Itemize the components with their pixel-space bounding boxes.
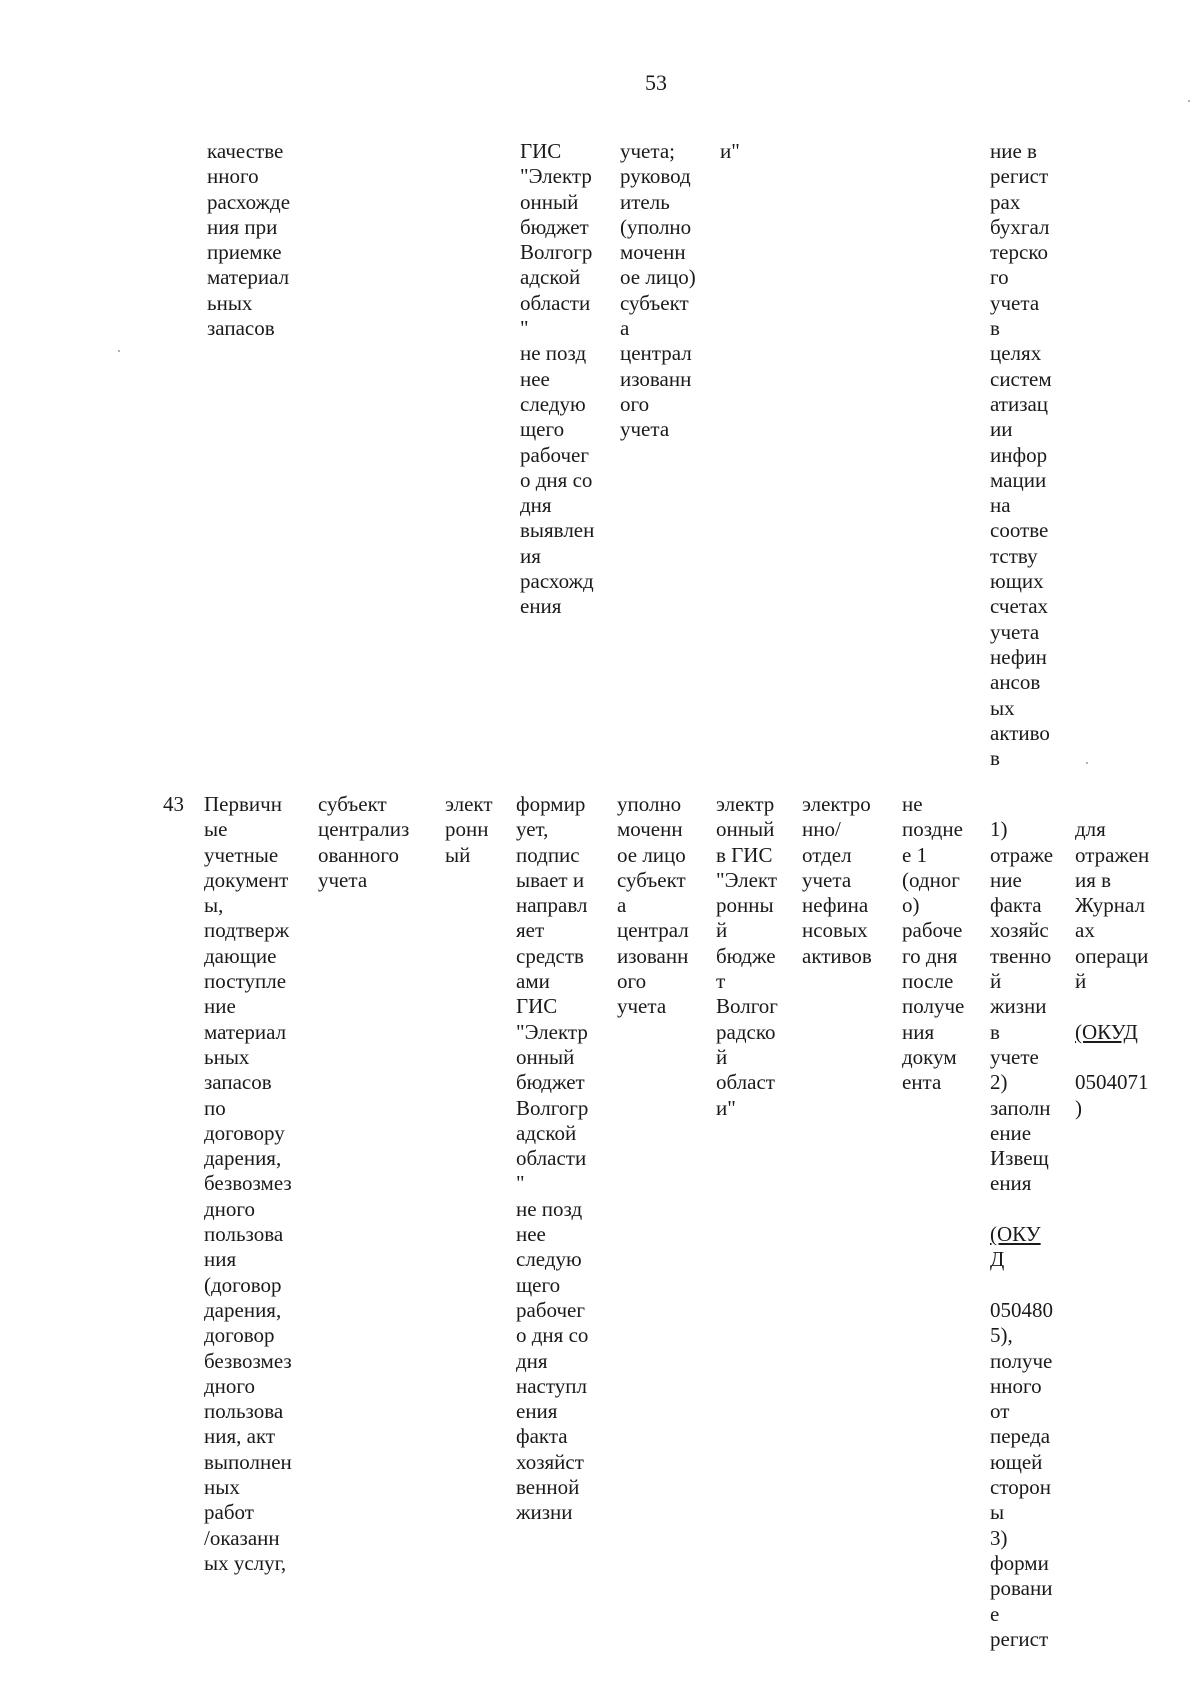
cell-row-cont-col-6: учета; руковод итель (уполно моченн ое лицо) субъект а централ изованн ого учета xyxy=(620,139,696,442)
cell-row-43-actions: формир ует, подпис ывает и направл яет средств ами ГИС "Электр онный бюджет Волгогр адской области " не позд нее следую щего рабочег о дня со дня наступл ения факта хозяйст венной жизни xyxy=(516,792,589,1525)
cell-row-cont-col-10: ние в регист рах бухгал терско го учета в целях систем атизац ии инфор мации на соотве тству ющих счетах учета нефин ансов ых активо в xyxy=(990,139,1052,771)
cell-row-43-operations-part-a: 1) отраже ние факта хозяйс твенно й жизни в учете 2) заполн ение Извещ ения xyxy=(990,817,1054,1196)
cell-row-43-signer: уполно моченн ое лицо субъект а централ изованн ого учета xyxy=(617,792,689,1019)
okud-link-0504805: (ОКУ Д xyxy=(990,1222,1041,1272)
cell-row-43-operations xyxy=(990,792,1053,1677)
cell-row-43-document-type: Первичн ые учетные документ ы, подтверж дающие поступле ние материал ьных запасов по договору дарения, безвозмез дного пользова ния (договор дарения, договор безвозмез дного пользова ния, акт выполнен ных работ /оказанн ых услуг, xyxy=(204,792,292,1575)
cell-row-43-responsible: субъект централиз ованного учета xyxy=(318,792,410,892)
cell-row-cont-col-7: и" xyxy=(720,139,740,163)
row-number-43: 43 xyxy=(163,792,184,816)
okud-link-0504071: (ОКУД xyxy=(1075,1019,1138,1044)
cell-row-43-register xyxy=(1075,792,1149,1146)
scan-speck xyxy=(118,350,120,352)
cell-row-43-register-part-a: для отражен ия в Журнал ах операци й xyxy=(1075,817,1150,994)
cell-row-43-recipient: электро нно/ отдел учета нефина нсовых активов xyxy=(802,792,872,968)
cell-row-43-operations-part-b: 050480 5), получе нного от переда ющей сторон ы 3) форми ровани е регист xyxy=(990,1297,1053,1651)
cell-row-43-register-part-b: 0504071 ) xyxy=(1075,1070,1149,1120)
scan-speck xyxy=(1086,762,1088,764)
cell-row-cont-col-5: ГИС "Электр онный бюджет Волгогр адской области " не позд нее следую щего рабочег о дня со дня выявлен ия расхожд ения xyxy=(520,139,595,619)
cell-row-cont-col-2: качестве нного расхожде ния при приемке материал ьных запасов xyxy=(207,139,291,341)
cell-row-43-deadline: не поздне е 1 (одног о) рабоче го дня после получе ния докум ента xyxy=(902,792,965,1095)
cell-row-43-transfer: электр онный в ГИС "Элект ронны й бюдже т Волгог радско й област и" xyxy=(716,792,778,1120)
page-number: 53 xyxy=(645,70,667,95)
cell-row-43-format: элект ронн ый xyxy=(445,792,493,867)
scan-speck xyxy=(1188,100,1190,102)
